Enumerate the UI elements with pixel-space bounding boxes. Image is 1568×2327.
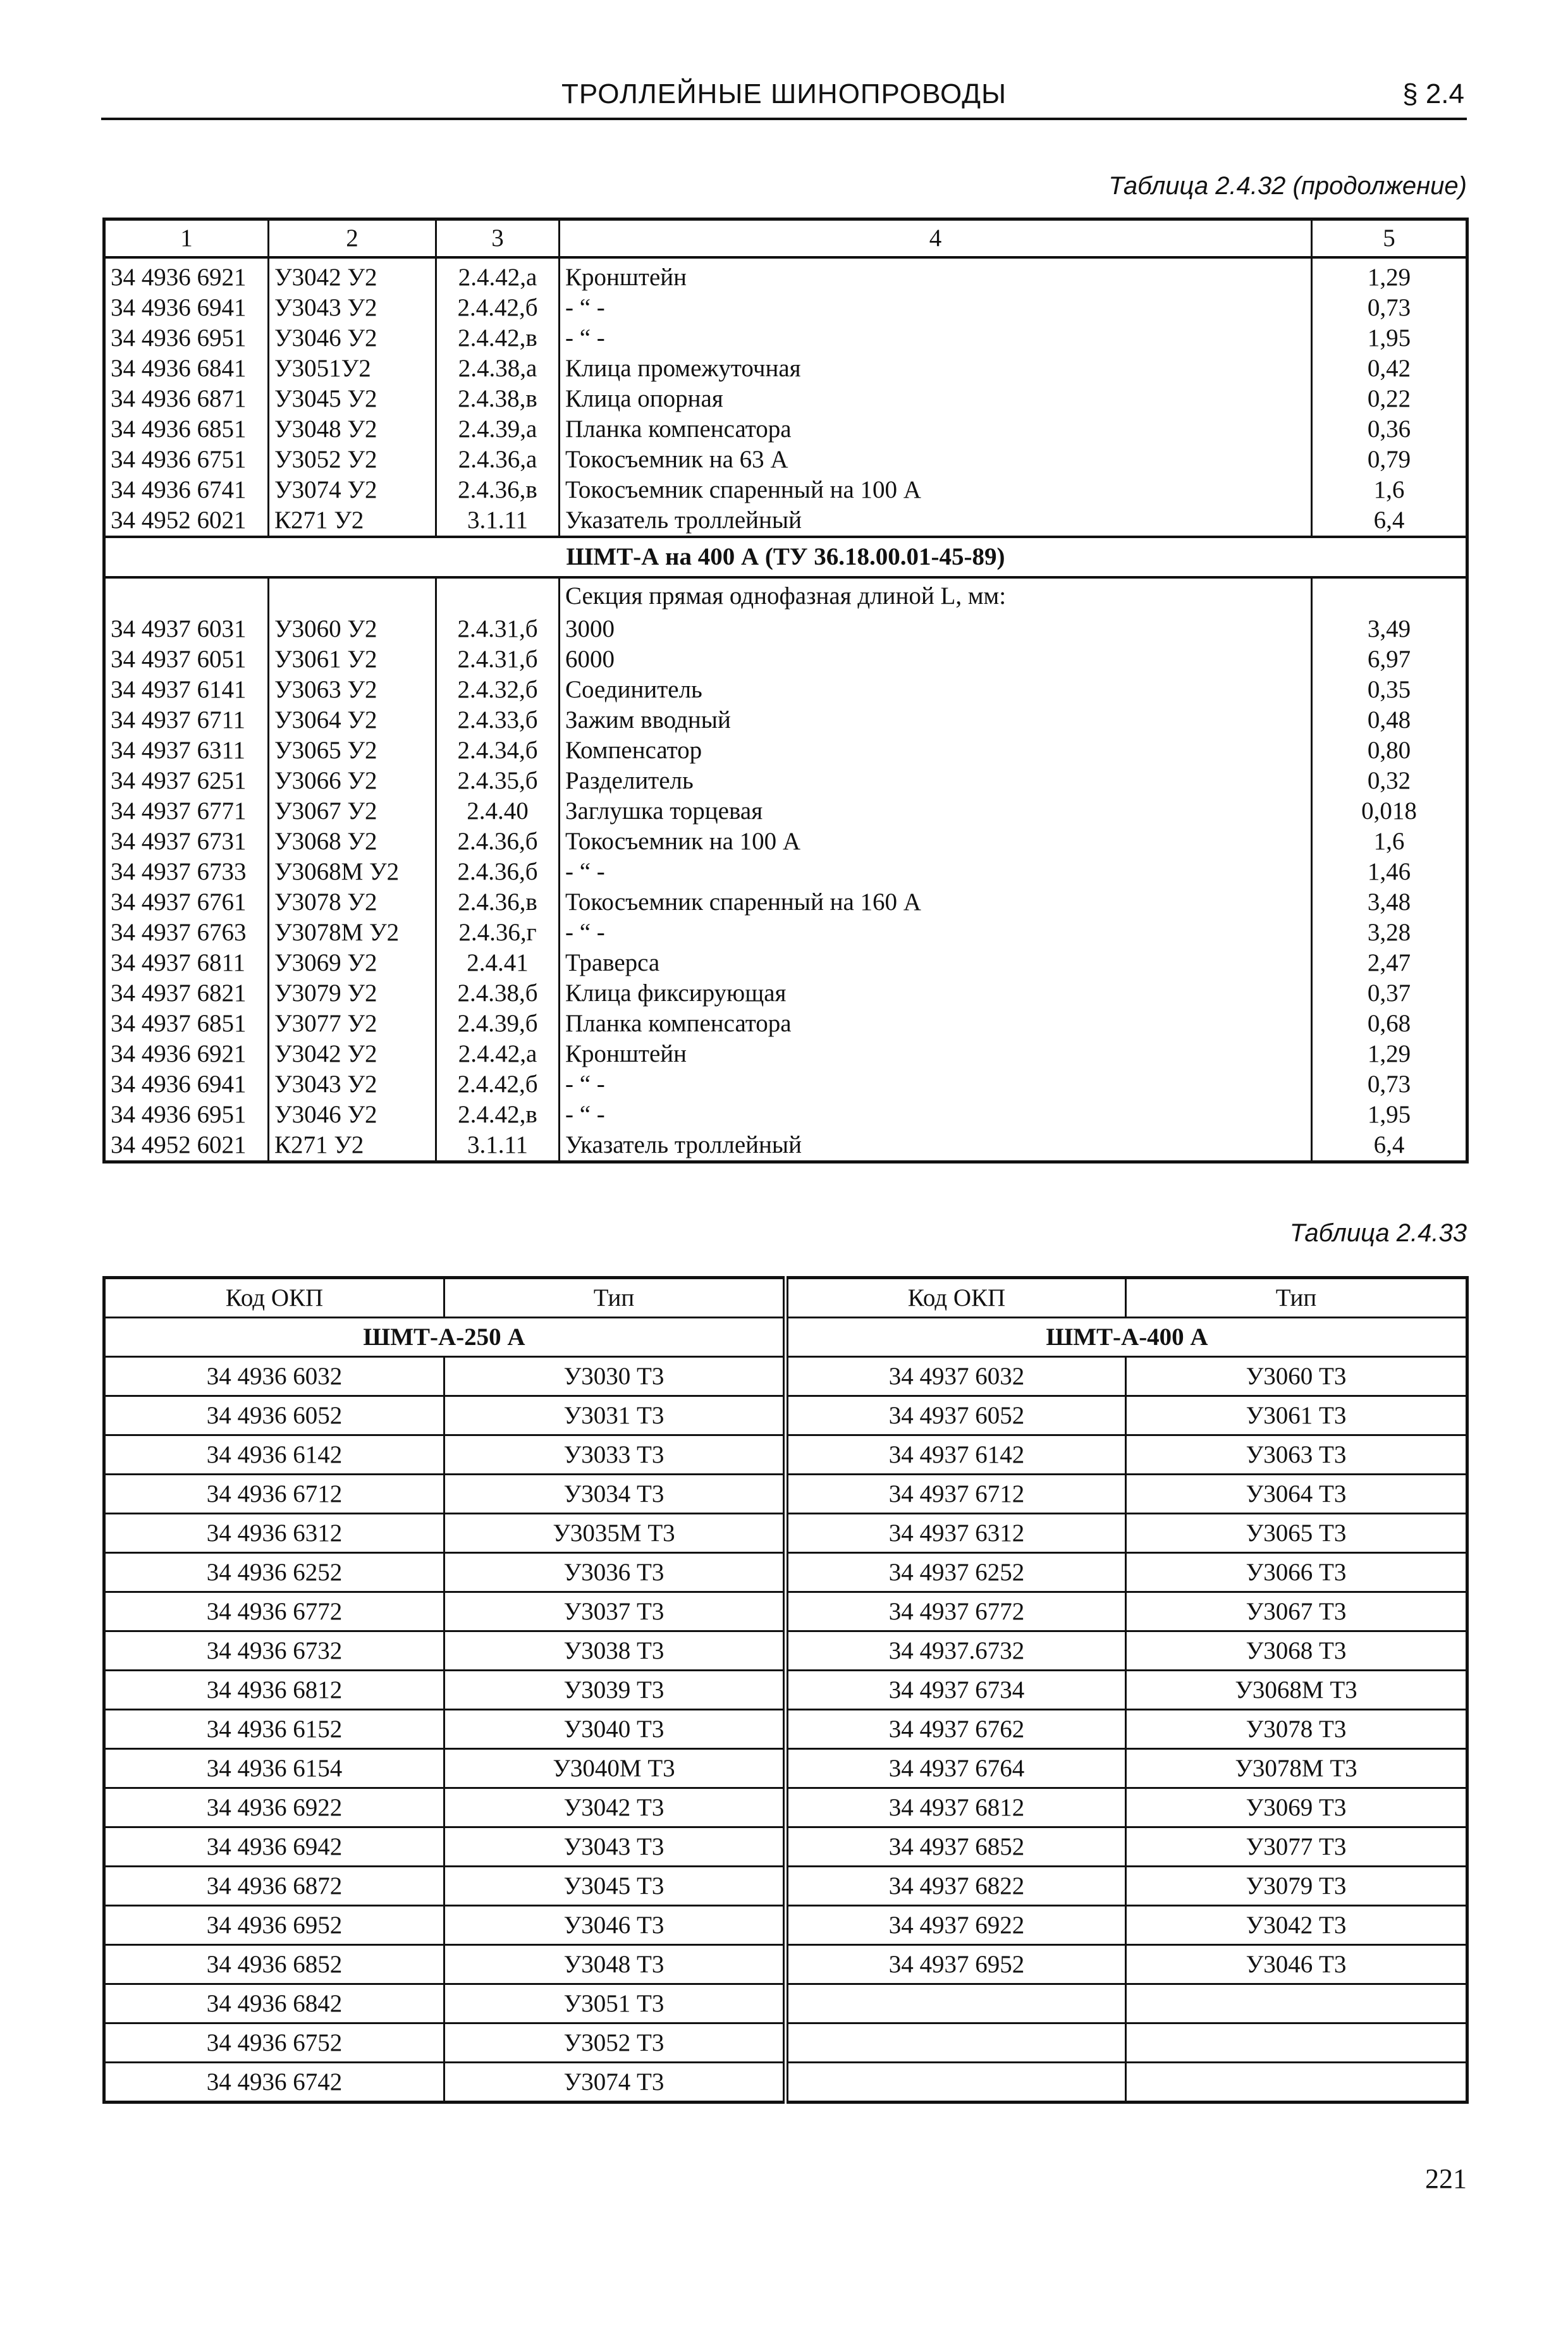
okp-code-cell: 34 4936 6841: [104, 353, 269, 384]
figure-ref-cell: 3.1.11: [436, 505, 560, 537]
okp-code-cell: 34 4937 6312: [786, 1514, 1126, 1553]
name-cell: 3000: [560, 614, 1312, 644]
name-cell: Кронштейн: [560, 1039, 1312, 1069]
name-cell: Клица фиксирующая: [560, 978, 1312, 1009]
name-cell: Токосъемник на 100 А: [560, 826, 1312, 857]
table-row: [104, 2063, 1467, 2103]
figure-ref-cell: 2.4.36,в: [436, 887, 560, 918]
name-cell: Соединитель: [560, 675, 1312, 705]
name-cell: 6000: [560, 644, 1312, 675]
okp-code-cell: 34 4936 6851: [104, 414, 269, 445]
table-row: [104, 2023, 1467, 2063]
name-cell: - “ -: [560, 1069, 1312, 1100]
name-cell: - “ -: [560, 323, 1312, 353]
type-cell: У3046 У2: [269, 1100, 436, 1130]
table-row: [104, 735, 1467, 766]
table-row: [104, 1357, 1467, 1396]
mass-cell: 6,4: [1312, 505, 1467, 537]
page-number: 221: [1425, 2163, 1467, 2194]
okp-code-cell: 34 4936 6772: [104, 1592, 444, 1631]
type-cell: У3033 Т3: [444, 1435, 786, 1475]
okp-code-cell: 34 4937 6762: [786, 1710, 1126, 1749]
type-cell: У3064 Т3: [1126, 1475, 1467, 1514]
table-row: [104, 1553, 1467, 1592]
table-row: [104, 505, 1467, 537]
okp-code-cell: 34 4937 6822: [786, 1867, 1126, 1906]
section-row: [104, 537, 1467, 577]
type-cell: У3046 Т3: [1126, 1945, 1467, 1984]
section-title: ШМТ-А на 400 А (ТУ 36.18.00.01-45-89): [104, 537, 1467, 577]
mass-cell: 0,79: [1312, 445, 1467, 475]
table-row: [104, 1069, 1467, 1100]
name-cell: Кронштейн: [560, 257, 1312, 293]
figure-ref-cell: 2.4.36,б: [436, 857, 560, 887]
table2-caption: Таблица 2.4.33: [1289, 1219, 1467, 1247]
type-cell: У3077 У2: [269, 1009, 436, 1039]
type-cell: [269, 577, 436, 614]
type-cell: У3068 Т3: [1126, 1631, 1467, 1671]
type-cell: У3074 Т3: [444, 2063, 786, 2103]
okp-code-cell: 34 4937 6761: [104, 887, 269, 918]
name-cell: - “ -: [560, 857, 1312, 887]
okp-code-cell: 34 4936 6951: [104, 323, 269, 353]
table-row: [104, 978, 1467, 1009]
type-cell: У3052 Т3: [444, 2023, 786, 2063]
okp-code-cell: 34 4937 6922: [786, 1906, 1126, 1945]
table-row: [104, 1475, 1467, 1514]
table-2-4-33: [102, 1276, 1469, 2104]
mass-cell: 0,35: [1312, 675, 1467, 705]
mass-cell: 3,28: [1312, 918, 1467, 948]
type-cell: У3068М У2: [269, 857, 436, 887]
table-row: [104, 1671, 1467, 1710]
okp-code-cell: 34 4936 6941: [104, 1069, 269, 1100]
type-cell: У3067 Т3: [1126, 1592, 1467, 1631]
mass-cell: 1,46: [1312, 857, 1467, 887]
mass-cell: 0,68: [1312, 1009, 1467, 1039]
okp-code-cell: [786, 1984, 1126, 2023]
okp-code-cell: 34 4937 6142: [786, 1435, 1126, 1475]
mass-cell: 1,95: [1312, 1100, 1467, 1130]
okp-code-cell: 34 4937 6852: [786, 1827, 1126, 1867]
type-cell: У3069 У2: [269, 948, 436, 978]
table-row: [104, 887, 1467, 918]
table-2-4-32: [102, 218, 1469, 1164]
mass-cell: 0,36: [1312, 414, 1467, 445]
type-cell: К271 У2: [269, 1130, 436, 1162]
table-row: [104, 1100, 1467, 1130]
table-row: [104, 384, 1467, 414]
okp-code-cell: 34 4937 6031: [104, 614, 269, 644]
table1-caption: Таблица 2.4.32 (продолжение): [1108, 172, 1467, 200]
okp-code-cell: 34 4936 6032: [104, 1357, 444, 1396]
type-cell: У3040М Т3: [444, 1749, 786, 1788]
okp-code-cell: 34 4936 6742: [104, 2063, 444, 2103]
okp-code-cell: 34 4937 6052: [786, 1396, 1126, 1435]
name-cell: - “ -: [560, 1100, 1312, 1130]
okp-code-cell: 34 4936 6154: [104, 1749, 444, 1788]
table-row: [104, 1749, 1467, 1788]
table-row: [104, 826, 1467, 857]
okp-code-cell: 34 4936 6152: [104, 1710, 444, 1749]
type-cell: У3067 У2: [269, 796, 436, 826]
table-row: [104, 857, 1467, 887]
col-header: Код ОКП: [104, 1278, 444, 1318]
figure-ref-cell: 2.4.31,б: [436, 614, 560, 644]
type-cell: У3078 Т3: [1126, 1710, 1467, 1749]
name-cell: Указатель троллейный: [560, 1130, 1312, 1162]
mass-cell: 0,80: [1312, 735, 1467, 766]
okp-code-cell: 34 4936 6712: [104, 1475, 444, 1514]
okp-code-cell: 34 4937 6032: [786, 1357, 1126, 1396]
type-cell: У3064 У2: [269, 705, 436, 735]
mass-cell: 1,6: [1312, 475, 1467, 505]
figure-ref-cell: 2.4.35,б: [436, 766, 560, 796]
name-cell: Зажим вводный: [560, 705, 1312, 735]
figure-ref-cell: 2.4.40: [436, 796, 560, 826]
okp-code-cell: 34 4937 6812: [786, 1788, 1126, 1827]
okp-code-cell: 34 4936 6312: [104, 1514, 444, 1553]
figure-ref-cell: 2.4.42,а: [436, 257, 560, 293]
figure-ref-cell: 2.4.42,б: [436, 1069, 560, 1100]
type-cell: У3043 Т3: [444, 1827, 786, 1867]
figure-ref-cell: 2.4.41: [436, 948, 560, 978]
okp-code-cell: [786, 2063, 1126, 2103]
mass-cell: 0,37: [1312, 978, 1467, 1009]
table-row: [104, 445, 1467, 475]
type-cell: У3078М Т3: [1126, 1749, 1467, 1788]
type-cell: У3039 Т3: [444, 1671, 786, 1710]
table-row: [104, 1827, 1467, 1867]
okp-code-cell: 34 4952 6021: [104, 1130, 269, 1162]
type-cell: У3061 Т3: [1126, 1396, 1467, 1435]
mass-cell: 0,32: [1312, 766, 1467, 796]
okp-code-cell: 34 4936 6951: [104, 1100, 269, 1130]
figure-ref-cell: 2.4.36,б: [436, 826, 560, 857]
okp-code-cell: 34 4936 6852: [104, 1945, 444, 1984]
okp-code-cell: 34 4952 6021: [104, 505, 269, 537]
mass-cell: 1,6: [1312, 826, 1467, 857]
type-cell: У3045 У2: [269, 384, 436, 414]
type-cell: У3077 Т3: [1126, 1827, 1467, 1867]
col-header: Тип: [444, 1278, 786, 1318]
okp-code-cell: 34 4936 6812: [104, 1671, 444, 1710]
table-row: [104, 1009, 1467, 1039]
name-cell: Токосъемник спаренный на 100 А: [560, 475, 1312, 505]
name-cell: Токосъемник спаренный на 160 А: [560, 887, 1312, 918]
okp-code-cell: 34 4936 6252: [104, 1553, 444, 1592]
name-cell: Разделитель: [560, 766, 1312, 796]
name-cell: Токосъемник на 63 А: [560, 445, 1312, 475]
mass-cell: 1,29: [1312, 257, 1467, 293]
type-cell: У3065 Т3: [1126, 1514, 1467, 1553]
type-cell: У3060 Т3: [1126, 1357, 1467, 1396]
type-cell: У3042 У2: [269, 257, 436, 293]
table-row: [104, 644, 1467, 675]
type-cell: У3043 У2: [269, 1069, 436, 1100]
okp-code-cell: 34 4936 6871: [104, 384, 269, 414]
table-row: [104, 353, 1467, 384]
figure-ref-cell: 2.4.36,г: [436, 918, 560, 948]
mass-cell: 0,42: [1312, 353, 1467, 384]
table-row: [104, 475, 1467, 505]
type-cell: У3042 Т3: [1126, 1906, 1467, 1945]
type-cell: У3042 У2: [269, 1039, 436, 1069]
group-title-left: ШМТ-А-250 А: [104, 1318, 786, 1357]
col-header: 5: [1312, 219, 1467, 258]
type-cell: У3046 Т3: [444, 1906, 786, 1945]
figure-ref-cell: 2.4.36,а: [436, 445, 560, 475]
okp-code-cell: 34 4936 6952: [104, 1906, 444, 1945]
okp-code-cell: 34 4937 6771: [104, 796, 269, 826]
table2-header-row: [104, 1278, 1467, 1318]
figure-ref-cell: 2.4.42,в: [436, 1100, 560, 1130]
okp-code-cell: 34 4937 6711: [104, 705, 269, 735]
figure-ref-cell: 2.4.34,б: [436, 735, 560, 766]
okp-code-cell: 34 4936 6922: [104, 1788, 444, 1827]
okp-code-cell: 34 4937 6712: [786, 1475, 1126, 1514]
name-cell: Траверса: [560, 948, 1312, 978]
type-cell: У3069 Т3: [1126, 1788, 1467, 1827]
type-cell: У3037 Т3: [444, 1592, 786, 1631]
figure-ref-cell: 2.4.32,б: [436, 675, 560, 705]
type-cell: У3068М Т3: [1126, 1671, 1467, 1710]
section-note: Секция прямая однофазная длиной L, мм:: [560, 577, 1312, 614]
name-cell: Планка компенсатора: [560, 414, 1312, 445]
figure-ref-cell: 3.1.11: [436, 1130, 560, 1162]
okp-code-cell: 34 4936 6942: [104, 1827, 444, 1867]
type-cell: У3061 У2: [269, 644, 436, 675]
figure-ref-cell: [436, 577, 560, 614]
type-cell: У3045 Т3: [444, 1867, 786, 1906]
type-cell: У3036 Т3: [444, 1553, 786, 1592]
table-row: [104, 1396, 1467, 1435]
name-cell: Клица опорная: [560, 384, 1312, 414]
name-cell: Компенсатор: [560, 735, 1312, 766]
okp-code-cell: [786, 2023, 1126, 2063]
col-header: Код ОКП: [786, 1278, 1126, 1318]
table-row: [104, 1039, 1467, 1069]
figure-ref-cell: 2.4.39,а: [436, 414, 560, 445]
type-cell: У3079 У2: [269, 978, 436, 1009]
okp-code-cell: 34 4936 6872: [104, 1867, 444, 1906]
okp-code-cell: 34 4936 6941: [104, 293, 269, 323]
type-cell: У3078 У2: [269, 887, 436, 918]
mass-cell: 3,49: [1312, 614, 1467, 644]
okp-code-cell: 34 4936 6142: [104, 1435, 444, 1475]
mass-cell: 0,22: [1312, 384, 1467, 414]
table-row: [104, 1788, 1467, 1827]
section-number: § 2.4: [1402, 78, 1464, 109]
figure-ref-cell: 2.4.36,в: [436, 475, 560, 505]
col-header: 3: [436, 219, 560, 258]
col-header: 1: [104, 219, 269, 258]
figure-ref-cell: 2.4.39,б: [436, 1009, 560, 1039]
mass-cell: 3,48: [1312, 887, 1467, 918]
table-row: [104, 257, 1467, 293]
okp-code-cell: 34 4937 6821: [104, 978, 269, 1009]
table-row: [104, 1130, 1467, 1162]
okp-code-cell: 34 4937.6732: [786, 1631, 1126, 1671]
table-row: [104, 1984, 1467, 2023]
table-row: [104, 1435, 1467, 1475]
okp-code-cell: 34 4936 6842: [104, 1984, 444, 2023]
type-cell: У3078М У2: [269, 918, 436, 948]
okp-code-cell: 34 4937 6731: [104, 826, 269, 857]
type-cell: У3035М Т3: [444, 1514, 786, 1553]
okp-code-cell: 34 4937 6734: [786, 1671, 1126, 1710]
table-row: [104, 918, 1467, 948]
name-cell: Планка компенсатора: [560, 1009, 1312, 1039]
type-cell: У3068 У2: [269, 826, 436, 857]
table1-header-row: [104, 219, 1467, 258]
table-row: [104, 1710, 1467, 1749]
mass-cell: 2,47: [1312, 948, 1467, 978]
type-cell: У3060 У2: [269, 614, 436, 644]
mass-cell: 0,73: [1312, 1069, 1467, 1100]
type-cell: У3048 Т3: [444, 1945, 786, 1984]
okp-code-cell: 34 4937 6952: [786, 1945, 1126, 1984]
type-cell: У3051У2: [269, 353, 436, 384]
note-row: [104, 577, 1467, 614]
group-title-right: ШМТ-А-400 А: [786, 1318, 1467, 1357]
table-row: [104, 1867, 1467, 1906]
okp-code-cell: 34 4937 6733: [104, 857, 269, 887]
type-cell: У3031 Т3: [444, 1396, 786, 1435]
type-cell: У3040 Т3: [444, 1710, 786, 1749]
figure-ref-cell: 2.4.38,в: [436, 384, 560, 414]
table-row: [104, 948, 1467, 978]
table-row: [104, 293, 1467, 323]
type-cell: [1126, 1984, 1467, 2023]
figure-ref-cell: 2.4.33,б: [436, 705, 560, 735]
mass-cell: 1,29: [1312, 1039, 1467, 1069]
table2-body: [104, 1278, 1467, 2103]
okp-code-cell: 34 4936 6751: [104, 445, 269, 475]
mass-cell: [1312, 577, 1467, 614]
type-cell: У3074 У2: [269, 475, 436, 505]
table-row: [104, 1592, 1467, 1631]
col-header: 2: [269, 219, 436, 258]
okp-code-cell: 34 4936 6921: [104, 257, 269, 293]
type-cell: У3030 Т3: [444, 1357, 786, 1396]
col-header: Тип: [1126, 1278, 1467, 1318]
table-row: [104, 614, 1467, 644]
table-row: [104, 414, 1467, 445]
type-cell: У3065 У2: [269, 735, 436, 766]
col-header: 4: [560, 219, 1312, 258]
name-cell: - “ -: [560, 918, 1312, 948]
okp-code-cell: 34 4936 6921: [104, 1039, 269, 1069]
figure-ref-cell: 2.4.38,а: [436, 353, 560, 384]
okp-code-cell: 34 4937 6851: [104, 1009, 269, 1039]
type-cell: У3063 Т3: [1126, 1435, 1467, 1475]
table-row: [104, 796, 1467, 826]
mass-cell: 0,73: [1312, 293, 1467, 323]
okp-code-cell: 34 4937 6311: [104, 735, 269, 766]
okp-code-cell: 34 4937 6251: [104, 766, 269, 796]
mass-cell: 6,97: [1312, 644, 1467, 675]
okp-code-cell: 34 4936 6741: [104, 475, 269, 505]
type-cell: У3034 Т3: [444, 1475, 786, 1514]
okp-code-cell: 34 4937 6051: [104, 644, 269, 675]
table1-body: [104, 219, 1467, 1162]
okp-code-cell: 34 4936 6752: [104, 2023, 444, 2063]
okp-code-cell: 34 4937 6811: [104, 948, 269, 978]
okp-code-cell: [104, 577, 269, 614]
okp-code-cell: 34 4936 6732: [104, 1631, 444, 1671]
mass-cell: 0,48: [1312, 705, 1467, 735]
type-cell: У3048 У2: [269, 414, 436, 445]
figure-ref-cell: 2.4.42,а: [436, 1039, 560, 1069]
figure-ref-cell: 2.4.42,б: [436, 293, 560, 323]
table2-group-row: [104, 1318, 1467, 1357]
figure-ref-cell: 2.4.42,в: [436, 323, 560, 353]
type-cell: К271 У2: [269, 505, 436, 537]
table-row: [104, 1514, 1467, 1553]
mass-cell: 1,95: [1312, 323, 1467, 353]
okp-code-cell: 34 4937 6141: [104, 675, 269, 705]
table-row: [104, 766, 1467, 796]
figure-ref-cell: 2.4.38,б: [436, 978, 560, 1009]
table-row: [104, 323, 1467, 353]
type-cell: У3066 Т3: [1126, 1553, 1467, 1592]
okp-code-cell: 34 4936 6052: [104, 1396, 444, 1435]
name-cell: Клица промежуточная: [560, 353, 1312, 384]
okp-code-cell: 34 4937 6252: [786, 1553, 1126, 1592]
type-cell: У3066 У2: [269, 766, 436, 796]
mass-cell: 0,018: [1312, 796, 1467, 826]
running-title: ТРОЛЛЕЙНЫЕ ШИНОПРОВОДЫ: [561, 78, 1007, 109]
table-row: [104, 1945, 1467, 1984]
page-header: [101, 75, 1467, 120]
type-cell: У3043 У2: [269, 293, 436, 323]
name-cell: Указатель троллейный: [560, 505, 1312, 537]
mass-cell: 6,4: [1312, 1130, 1467, 1162]
type-cell: У3063 У2: [269, 675, 436, 705]
okp-code-cell: 34 4937 6764: [786, 1749, 1126, 1788]
type-cell: У3052 У2: [269, 445, 436, 475]
type-cell: У3042 Т3: [444, 1788, 786, 1827]
table-row: [104, 1631, 1467, 1671]
type-cell: У3079 Т3: [1126, 1867, 1467, 1906]
type-cell: У3046 У2: [269, 323, 436, 353]
figure-ref-cell: 2.4.31,б: [436, 644, 560, 675]
name-cell: Заглушка торцевая: [560, 796, 1312, 826]
table-row: [104, 705, 1467, 735]
type-cell: [1126, 2063, 1467, 2103]
table-row: [104, 675, 1467, 705]
okp-code-cell: 34 4937 6763: [104, 918, 269, 948]
type-cell: У3051 Т3: [444, 1984, 786, 2023]
type-cell: У3038 Т3: [444, 1631, 786, 1671]
type-cell: [1126, 2023, 1467, 2063]
okp-code-cell: 34 4937 6772: [786, 1592, 1126, 1631]
table-row: [104, 1906, 1467, 1945]
name-cell: - “ -: [560, 293, 1312, 323]
